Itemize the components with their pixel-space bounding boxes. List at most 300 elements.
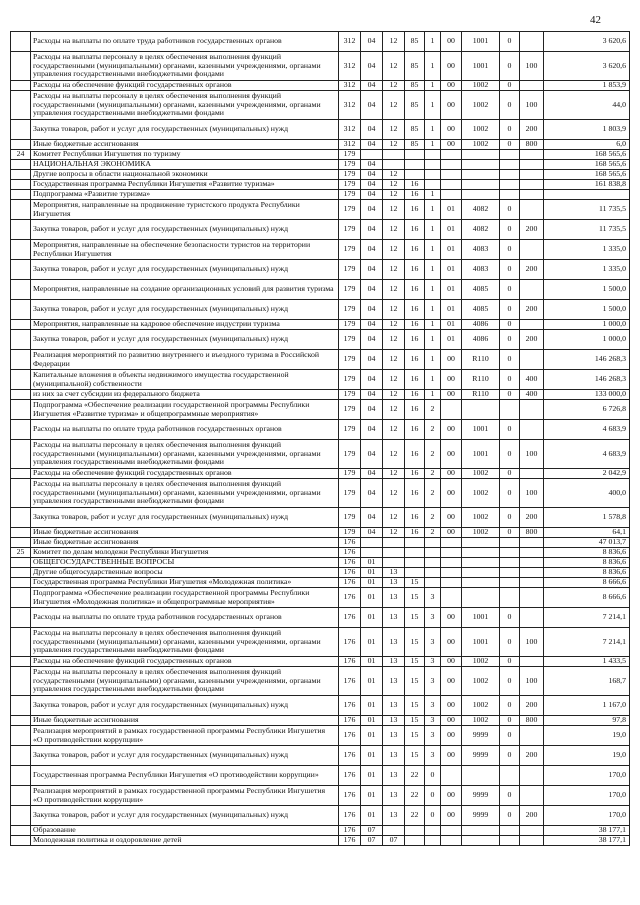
cell-cs3: [441, 190, 462, 200]
cell-name: Иные бюджетные ассигнования: [31, 716, 339, 726]
cell-pr: 12: [383, 140, 405, 150]
cell-cs3: 00: [441, 32, 462, 52]
cell-ved: 179: [339, 280, 361, 300]
cell-cs2: 1: [425, 280, 441, 300]
cell-cs2: 2: [425, 508, 441, 528]
cell-pr: 12: [383, 120, 405, 140]
cell-rz: 04: [361, 140, 383, 150]
cell-name: Закупка товаров, работ и услуг для государственных (муниципальных) нужд: [31, 806, 339, 826]
cell-name: Подпрограмма «Обеспечение реализации государственной программы Республики Ингушетия «Развитие туризма» и общепрограммные мероприятия»: [31, 400, 339, 420]
cell-num: 25: [11, 548, 31, 558]
cell-cs2: 0: [425, 766, 441, 786]
cell-cs3: [441, 568, 462, 578]
cell-vr: [520, 568, 544, 578]
cell-rz: 04: [361, 240, 383, 260]
cell-cs4: [462, 568, 500, 578]
cell-cs2: [425, 180, 441, 190]
cell-pr: 12: [383, 280, 405, 300]
budget-table-body: [11, 32, 630, 846]
cell-cs4: [462, 766, 500, 786]
cell-name: Закупка товаров, работ и услуг для государственных (муниципальных) нужд: [31, 746, 339, 766]
cell-pr: 13: [383, 578, 405, 588]
cell-ved: 176: [339, 806, 361, 826]
cell-cs4: 1002: [462, 120, 500, 140]
cell-name: Расходы на обеспечение функций государственных органов: [31, 469, 339, 479]
cell-cs4: 1002: [462, 140, 500, 150]
cell-cs1: 16: [405, 390, 425, 400]
cell-pr: 13: [383, 608, 405, 628]
table-row: [11, 190, 630, 200]
cell-sum: 6 726,8: [544, 400, 630, 420]
table-row: [11, 300, 630, 320]
cell-cs2: 1: [425, 350, 441, 370]
cell-sum: 11 735,5: [544, 220, 630, 240]
cell-cs5: 0: [500, 81, 520, 91]
cell-cs2: 3: [425, 726, 441, 746]
cell-cs1: [405, 548, 425, 558]
cell-cs5: [500, 538, 520, 548]
cell-vr: [520, 200, 544, 220]
cell-cs2: 3: [425, 667, 441, 696]
cell-ved: 176: [339, 667, 361, 696]
cell-cs2: [425, 548, 441, 558]
cell-name: Иные бюджетные ассигнования: [31, 528, 339, 538]
cell-pr: 12: [383, 240, 405, 260]
cell-num: [11, 260, 31, 280]
cell-sum: [544, 190, 630, 200]
cell-rz: 01: [361, 628, 383, 657]
cell-cs4: [462, 578, 500, 588]
cell-num: [11, 160, 31, 170]
cell-cs4: 4086: [462, 320, 500, 330]
cell-ved: 179: [339, 350, 361, 370]
cell-ved: 176: [339, 786, 361, 806]
cell-sum: 133 000,0: [544, 390, 630, 400]
table-row: [11, 120, 630, 140]
cell-vr: [520, 558, 544, 568]
cell-rz: 04: [361, 120, 383, 140]
cell-cs1: 85: [405, 91, 425, 120]
cell-cs3: [441, 538, 462, 548]
cell-cs4: 1001: [462, 440, 500, 469]
cell-cs3: 00: [441, 390, 462, 400]
cell-num: [11, 578, 31, 588]
cell-sum: 168 565,6: [544, 170, 630, 180]
cell-cs3: 00: [441, 91, 462, 120]
cell-cs3: 00: [441, 508, 462, 528]
cell-cs2: 1: [425, 370, 441, 390]
cell-cs1: 16: [405, 180, 425, 190]
cell-cs1: 16: [405, 320, 425, 330]
cell-num: [11, 52, 31, 81]
cell-num: [11, 608, 31, 628]
cell-cs4: [462, 538, 500, 548]
cell-cs1: 16: [405, 420, 425, 440]
cell-vr: 200: [520, 120, 544, 140]
cell-vr: [520, 420, 544, 440]
cell-cs1: 85: [405, 32, 425, 52]
cell-cs2: 1: [425, 330, 441, 350]
budget-table: [10, 31, 630, 846]
cell-ved: 176: [339, 608, 361, 628]
cell-cs1: 16: [405, 479, 425, 508]
cell-pr: 12: [383, 420, 405, 440]
cell-ved: 179: [339, 508, 361, 528]
cell-cs5: 0: [500, 528, 520, 538]
cell-ved: 179: [339, 420, 361, 440]
cell-num: [11, 667, 31, 696]
cell-cs3: 01: [441, 320, 462, 330]
cell-cs2: 3: [425, 628, 441, 657]
cell-rz: 04: [361, 320, 383, 330]
cell-cs3: 00: [441, 420, 462, 440]
cell-vr: [520, 588, 544, 608]
cell-cs1: 16: [405, 300, 425, 320]
cell-cs1: 15: [405, 726, 425, 746]
table-row: [11, 420, 630, 440]
cell-rz: 04: [361, 260, 383, 280]
cell-rz: 04: [361, 528, 383, 538]
cell-cs1: 85: [405, 140, 425, 150]
cell-cs2: 1: [425, 320, 441, 330]
cell-cs3: 00: [441, 716, 462, 726]
cell-cs5: 0: [500, 726, 520, 746]
cell-cs2: [425, 160, 441, 170]
cell-cs1: 22: [405, 806, 425, 826]
cell-pr: 12: [383, 390, 405, 400]
cell-vr: [520, 657, 544, 667]
cell-num: [11, 479, 31, 508]
cell-rz: 01: [361, 608, 383, 628]
cell-cs1: 22: [405, 766, 425, 786]
table-row: [11, 836, 630, 846]
cell-cs5: 0: [500, 806, 520, 826]
cell-cs3: 00: [441, 528, 462, 538]
cell-cs1: 85: [405, 52, 425, 81]
cell-rz: 04: [361, 390, 383, 400]
cell-vr: 400: [520, 390, 544, 400]
cell-num: [11, 350, 31, 370]
cell-num: [11, 300, 31, 320]
cell-vr: [520, 766, 544, 786]
cell-sum: 64,1: [544, 528, 630, 538]
cell-pr: 12: [383, 330, 405, 350]
cell-ved: 179: [339, 370, 361, 390]
cell-cs2: [425, 558, 441, 568]
cell-sum: 4 683,9: [544, 440, 630, 469]
cell-rz: 04: [361, 479, 383, 508]
cell-num: [11, 240, 31, 260]
cell-sum: 38 177,1: [544, 836, 630, 846]
table-row: [11, 390, 630, 400]
cell-rz: [361, 150, 383, 160]
cell-sum: 3 620,6: [544, 32, 630, 52]
cell-name: Закупка товаров, работ и услуг для государственных (муниципальных) нужд: [31, 508, 339, 528]
cell-ved: 176: [339, 726, 361, 746]
cell-sum: 170,0: [544, 806, 630, 826]
cell-ved: 176: [339, 628, 361, 657]
cell-rz: 04: [361, 200, 383, 220]
table-row: [11, 786, 630, 806]
cell-cs1: 15: [405, 716, 425, 726]
cell-cs3: 01: [441, 330, 462, 350]
cell-pr: 13: [383, 657, 405, 667]
cell-num: [11, 200, 31, 220]
cell-name: ОБЩЕГОСУДАРСТВЕННЫЕ ВОПРОСЫ: [31, 558, 339, 568]
cell-sum: 1 803,9: [544, 120, 630, 140]
cell-cs3: 01: [441, 220, 462, 240]
cell-cs3: [441, 160, 462, 170]
cell-vr: [520, 190, 544, 200]
cell-rz: 01: [361, 696, 383, 716]
cell-cs1: 16: [405, 370, 425, 390]
cell-cs3: 00: [441, 806, 462, 826]
cell-rz: [361, 538, 383, 548]
cell-cs4: 1001: [462, 52, 500, 81]
cell-num: [11, 746, 31, 766]
cell-name: Другие вопросы в области национальной экономики: [31, 170, 339, 180]
table-row: [11, 240, 630, 260]
cell-cs3: 00: [441, 667, 462, 696]
cell-cs1: 15: [405, 657, 425, 667]
cell-name: Молодежная политика и оздоровление детей: [31, 836, 339, 846]
cell-num: [11, 568, 31, 578]
cell-cs2: 3: [425, 696, 441, 716]
cell-cs1: 16: [405, 220, 425, 240]
cell-cs4: 1002: [462, 469, 500, 479]
cell-cs2: 1: [425, 220, 441, 240]
cell-name: Закупка товаров, работ и услуг для государственных (муниципальных) нужд: [31, 120, 339, 140]
cell-vr: 200: [520, 300, 544, 320]
cell-rz: 01: [361, 558, 383, 568]
cell-cs3: [441, 400, 462, 420]
cell-name: Закупка товаров, работ и услуг для государственных (муниципальных) нужд: [31, 330, 339, 350]
cell-cs2: 3: [425, 716, 441, 726]
cell-pr: [383, 160, 405, 170]
cell-name: Расходы на выплаты персоналу в целях обеспечения выполнения функций государственными (муниципальными) органами, казенными учреждениями, органами управления государственными внебюджетными фондами: [31, 667, 339, 696]
cell-ved: 179: [339, 440, 361, 469]
cell-sum: 146 268,3: [544, 350, 630, 370]
cell-name: Расходы на обеспечение функций государственных органов: [31, 81, 339, 91]
cell-name: Реализация мероприятий в рамках государственной программы Республики Ингушетия «О противодействии коррупции»: [31, 726, 339, 746]
cell-cs1: 16: [405, 508, 425, 528]
cell-sum: 170,0: [544, 786, 630, 806]
cell-num: [11, 420, 31, 440]
cell-pr: 13: [383, 667, 405, 696]
cell-rz: 04: [361, 400, 383, 420]
budget-table-container: [10, 31, 629, 846]
cell-sum: 161 838,8: [544, 180, 630, 190]
cell-name: Государственная программа Республики Ингушетия «Молодежная политика»: [31, 578, 339, 588]
cell-cs4: [462, 180, 500, 190]
cell-rz: 01: [361, 578, 383, 588]
cell-pr: 12: [383, 469, 405, 479]
table-row: [11, 628, 630, 657]
cell-rz: 01: [361, 786, 383, 806]
cell-sum: 1 167,0: [544, 696, 630, 716]
cell-sum: 8 836,6: [544, 558, 630, 568]
cell-cs5: 0: [500, 479, 520, 508]
table-row: [11, 657, 630, 667]
cell-num: [11, 280, 31, 300]
cell-cs4: [462, 170, 500, 180]
cell-cs3: 01: [441, 260, 462, 280]
cell-num: [11, 190, 31, 200]
cell-num: [11, 390, 31, 400]
cell-cs1: 15: [405, 608, 425, 628]
cell-num: [11, 786, 31, 806]
cell-cs4: 4083: [462, 240, 500, 260]
cell-name: Комитет по делам молодежи Республики Ингушетия: [31, 548, 339, 558]
cell-pr: 13: [383, 588, 405, 608]
cell-cs4: [462, 400, 500, 420]
cell-ved: 179: [339, 200, 361, 220]
cell-pr: 12: [383, 479, 405, 508]
cell-cs2: [425, 150, 441, 160]
table-row: [11, 588, 630, 608]
cell-name: Мероприятия, направленные на обеспечение безопасности туристов на территории Республики Ингушетия: [31, 240, 339, 260]
cell-cs5: 0: [500, 716, 520, 726]
cell-cs2: 3: [425, 657, 441, 667]
cell-vr: [520, 81, 544, 91]
cell-cs3: 00: [441, 440, 462, 469]
cell-name: Реализация мероприятий по развитию внутреннего и въездного туризма в Российской Федерации: [31, 350, 339, 370]
cell-rz: 04: [361, 300, 383, 320]
cell-num: [11, 696, 31, 716]
cell-name: Мероприятия, направленные на кадровое обеспечение индустрии туризма: [31, 320, 339, 330]
cell-sum: 3 620,6: [544, 52, 630, 81]
cell-vr: [520, 280, 544, 300]
table-row: [11, 766, 630, 786]
cell-name: Расходы на выплаты по оплате труда работников государственных органов: [31, 608, 339, 628]
cell-num: [11, 140, 31, 150]
cell-cs3: 00: [441, 52, 462, 81]
cell-pr: 12: [383, 508, 405, 528]
cell-pr: 12: [383, 260, 405, 280]
cell-pr: 13: [383, 716, 405, 726]
cell-cs3: 00: [441, 628, 462, 657]
table-row: [11, 400, 630, 420]
cell-pr: 12: [383, 300, 405, 320]
cell-cs3: 00: [441, 469, 462, 479]
cell-ved: 176: [339, 836, 361, 846]
table-row: [11, 479, 630, 508]
cell-ved: 176: [339, 558, 361, 568]
cell-cs3: 00: [441, 786, 462, 806]
cell-cs5: 0: [500, 260, 520, 280]
cell-sum: 8 836,6: [544, 568, 630, 578]
cell-cs5: 0: [500, 469, 520, 479]
cell-cs1: 16: [405, 190, 425, 200]
cell-name: Расходы на выплаты по оплате труда работников государственных органов: [31, 32, 339, 52]
cell-cs3: [441, 150, 462, 160]
cell-sum: 1 000,0: [544, 330, 630, 350]
cell-cs5: 0: [500, 220, 520, 240]
cell-cs1: 16: [405, 200, 425, 220]
cell-name: Мероприятия, направленные на продвижение туристского продукта Республики Ингушетия: [31, 200, 339, 220]
cell-num: [11, 826, 31, 836]
cell-num: [11, 469, 31, 479]
cell-cs5: 0: [500, 657, 520, 667]
cell-cs4: [462, 558, 500, 568]
cell-sum: 146 268,3: [544, 370, 630, 390]
cell-vr: [520, 836, 544, 846]
cell-cs5: 0: [500, 508, 520, 528]
cell-vr: 100: [520, 667, 544, 696]
cell-num: [11, 81, 31, 91]
cell-ved: 176: [339, 578, 361, 588]
cell-cs2: 1: [425, 190, 441, 200]
cell-pr: 12: [383, 91, 405, 120]
cell-sum: 1 500,0: [544, 300, 630, 320]
cell-pr: 12: [383, 370, 405, 390]
cell-cs1: 15: [405, 746, 425, 766]
cell-name: из них за счет субсидии из федерального бюджета: [31, 390, 339, 400]
cell-vr: 200: [520, 220, 544, 240]
table-row: [11, 548, 630, 558]
cell-sum: 97,8: [544, 716, 630, 726]
cell-ved: 176: [339, 696, 361, 716]
cell-cs5: 0: [500, 300, 520, 320]
cell-sum: 47 013,7: [544, 538, 630, 548]
cell-pr: 12: [383, 400, 405, 420]
cell-vr: [520, 240, 544, 260]
cell-ved: 312: [339, 52, 361, 81]
cell-num: [11, 330, 31, 350]
cell-vr: [520, 469, 544, 479]
table-row: [11, 608, 630, 628]
cell-cs5: [500, 170, 520, 180]
cell-num: [11, 220, 31, 240]
cell-cs4: 4086: [462, 330, 500, 350]
cell-cs1: 85: [405, 81, 425, 91]
cell-pr: 12: [383, 350, 405, 370]
cell-sum: 168 565,6: [544, 160, 630, 170]
cell-cs5: 0: [500, 120, 520, 140]
cell-ved: 179: [339, 400, 361, 420]
cell-cs2: 1: [425, 32, 441, 52]
cell-num: [11, 538, 31, 548]
cell-cs4: 1002: [462, 696, 500, 716]
cell-rz: 04: [361, 91, 383, 120]
cell-cs5: 0: [500, 240, 520, 260]
cell-ved: 176: [339, 716, 361, 726]
table-row: [11, 440, 630, 469]
table-row: [11, 32, 630, 52]
cell-num: 24: [11, 150, 31, 160]
cell-cs5: 0: [500, 440, 520, 469]
cell-sum: 4 683,9: [544, 420, 630, 440]
cell-cs5: 0: [500, 420, 520, 440]
cell-vr: [520, 608, 544, 628]
cell-cs5: [500, 766, 520, 786]
cell-cs4: [462, 826, 500, 836]
table-row: [11, 91, 630, 120]
cell-rz: 01: [361, 746, 383, 766]
cell-cs2: 2: [425, 440, 441, 469]
cell-cs3: [441, 558, 462, 568]
cell-ved: 176: [339, 826, 361, 836]
cell-vr: 100: [520, 91, 544, 120]
cell-ved: 312: [339, 91, 361, 120]
table-row: [11, 528, 630, 538]
cell-cs1: [405, 170, 425, 180]
cell-cs2: 1: [425, 120, 441, 140]
cell-pr: 12: [383, 52, 405, 81]
cell-sum: 1 335,0: [544, 240, 630, 260]
cell-cs3: 00: [441, 140, 462, 150]
cell-num: [11, 558, 31, 568]
